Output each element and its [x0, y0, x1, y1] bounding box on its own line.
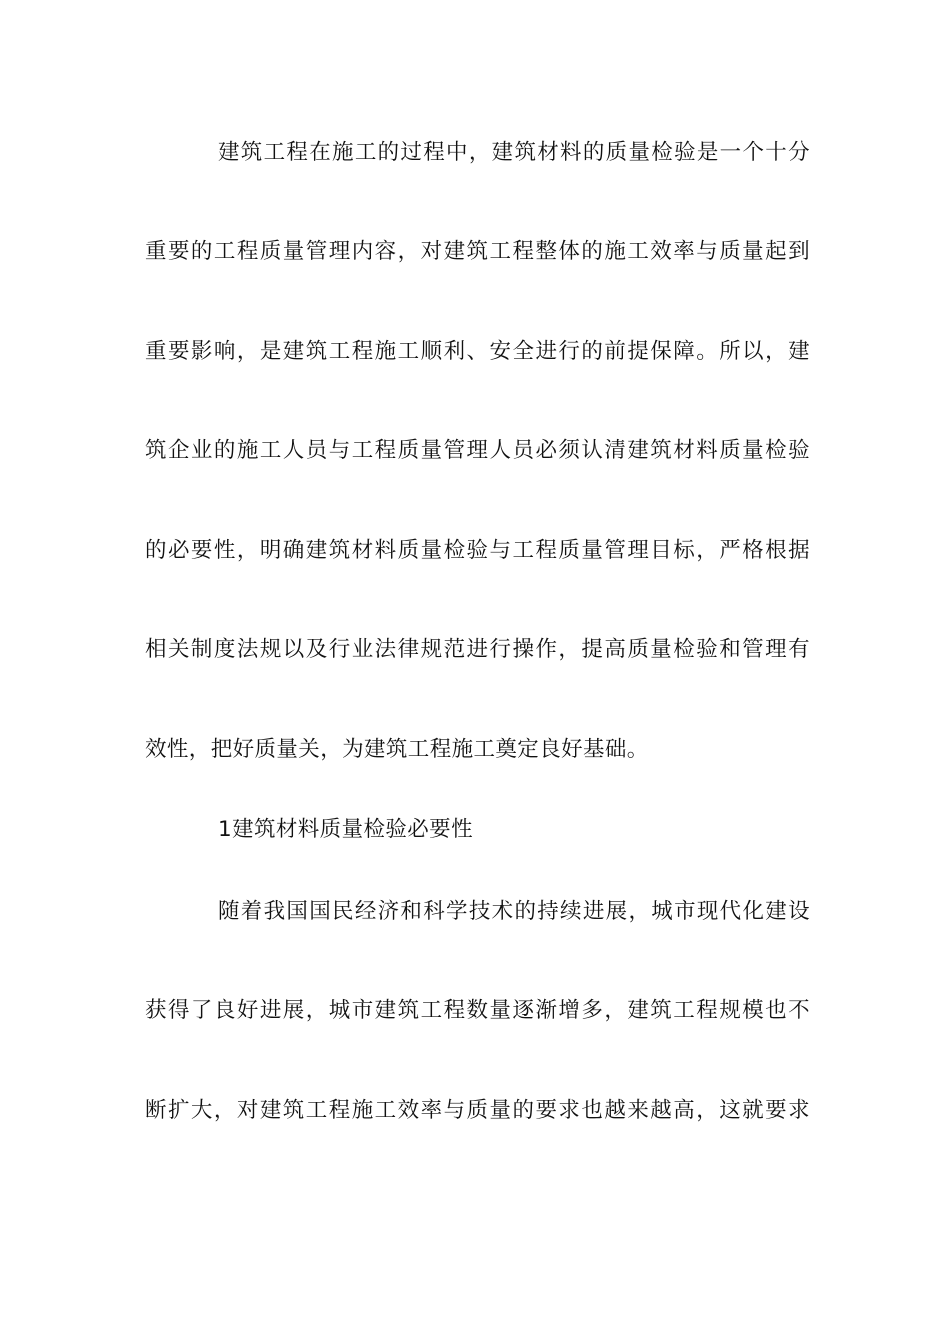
- paragraph-2-line-2: 获得了良好进展，城市建筑工程数量逐渐增多，建筑工程规模也不: [145, 998, 810, 1023]
- paragraph-1-line-6: 相关制度法规以及行业法律规范进行操作，提高质量检验和管理有: [145, 637, 810, 662]
- section-heading: 1建筑材料质量检验必要性: [218, 817, 473, 842]
- paragraph-1-line-7: 效性，把好质量关，为建筑工程施工奠定良好基础。: [145, 737, 649, 762]
- paragraph-1-line-2: 重要的工程质量管理内容，对建筑工程整体的施工效率与质量起到: [145, 239, 810, 264]
- paragraph-1-line-5: 的必要性，明确建筑材料质量检验与工程质量管理目标，严格根据: [145, 538, 810, 563]
- paragraph-2-line-3: 断扩大，对建筑工程施工效率与质量的要求也越来越高，这就要求: [145, 1098, 810, 1123]
- paragraph-1-line-4: 筑企业的施工人员与工程质量管理人员必须认清建筑材料质量检验: [145, 438, 810, 463]
- paragraph-2-line-1: 随着我国国民经济和科学技术的持续进展，城市现代化建设: [218, 899, 810, 924]
- paragraph-1-line-1: 建筑工程在施工的过程中，建筑材料的质量检验是一个十分: [218, 140, 810, 165]
- paragraph-1-line-3: 重要影响，是建筑工程施工顺利、安全进行的前提保障。所以，建: [145, 339, 810, 364]
